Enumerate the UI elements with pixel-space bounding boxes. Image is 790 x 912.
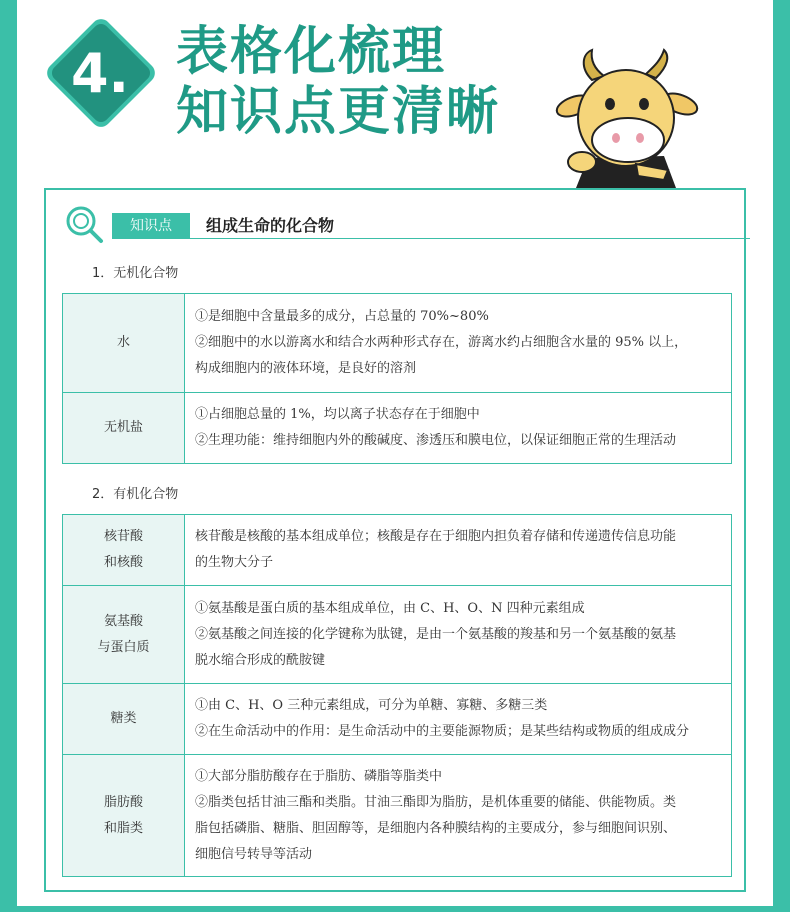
- row-label: 糖类: [63, 684, 185, 755]
- row-content: ①氨基酸是蛋白质的基本组成单位，由 C、H、O、N 四种元素组成 ②氨基酸之间连接的化学键称为肽键，是由一个氨基酸的羧基和另一个氨基酸的氨基 脱水缩合形成的酰胺键: [185, 586, 732, 684]
- row-content: 核苷酸是核酸的基本组成单位；核酸是存在于细胞内担负着存储和传递遗传信息功能 的生物大分子: [185, 515, 732, 586]
- table-row: [63, 586, 732, 684]
- section-number-badge: [38, 18, 162, 142]
- row-label: 脂肪酸 和脂类: [63, 755, 185, 877]
- row-label: 水: [63, 294, 185, 393]
- title-underline: [190, 238, 750, 239]
- table-row: [63, 684, 732, 755]
- table-row: [63, 755, 732, 877]
- row-label: 无机盐: [63, 393, 185, 464]
- section-title: 1．无机化合物: [92, 266, 179, 281]
- badge-number: 4.: [70, 42, 130, 105]
- left-accent-bar: [0, 0, 17, 912]
- row-content: ①是细胞中含量最多的成分，占总量的 70%~80% ②细胞中的水以游离水和结合水两种形式存在，游离水约占细胞含水量的 95% 以上， 构成细胞内的液体环境，是良好的溶剂: [185, 294, 732, 393]
- headline-line-2: 知识点更清晰: [176, 82, 501, 142]
- row-label: 氨基酸 与蛋白质: [63, 586, 185, 684]
- cartoon-cow-icon: [552, 48, 700, 188]
- knowledge-point-title: 组成生命的化合物: [206, 216, 335, 235]
- knowledge-point-tag: 知识点: [112, 213, 190, 239]
- row-label: 核苷酸 和核酸: [63, 515, 185, 586]
- organic-table: [62, 514, 732, 877]
- row-content: ①由 C、H、O 三种元素组成，可分为单糖、寡糖、多糖三类 ②在生命活动中的作用：是生命活动中的主要能源物质；是某些结构或物质的组成成分: [185, 684, 732, 755]
- knowledge-point-header: [64, 204, 724, 244]
- row-content: ①大部分脂肪酸存在于脂肪、磷脂等脂类中 ②脂类包括甘油三酯和类脂。甘油三酯即为脂肪，是机体重要的储能、供能物质。类 脂包括磷脂、糖脂、胆固醇等，是细胞内各种膜结构的主要成分，参与细胞间识别、 细胞信号转导等活动: [185, 755, 732, 877]
- table-row: [63, 294, 732, 393]
- table-row: [63, 393, 732, 464]
- magnifier-icon: [64, 204, 104, 244]
- section-title: 2．有机化合物: [92, 487, 179, 502]
- inorganic-table: [62, 293, 732, 464]
- row-content: ①占细胞总量的 1%，均以离子状态存在于细胞中 ②生理功能：维持细胞内外的酸碱度、渗透压和膜电位，以保证细胞正常的生理活动: [185, 393, 732, 464]
- headline-line-1: 表格化梳理: [176, 22, 447, 82]
- page-headline: [176, 22, 500, 142]
- right-accent-bar: [773, 0, 790, 912]
- bottom-accent-bar: [0, 906, 790, 912]
- table-row: [63, 515, 732, 586]
- knowledge-card: [44, 188, 746, 892]
